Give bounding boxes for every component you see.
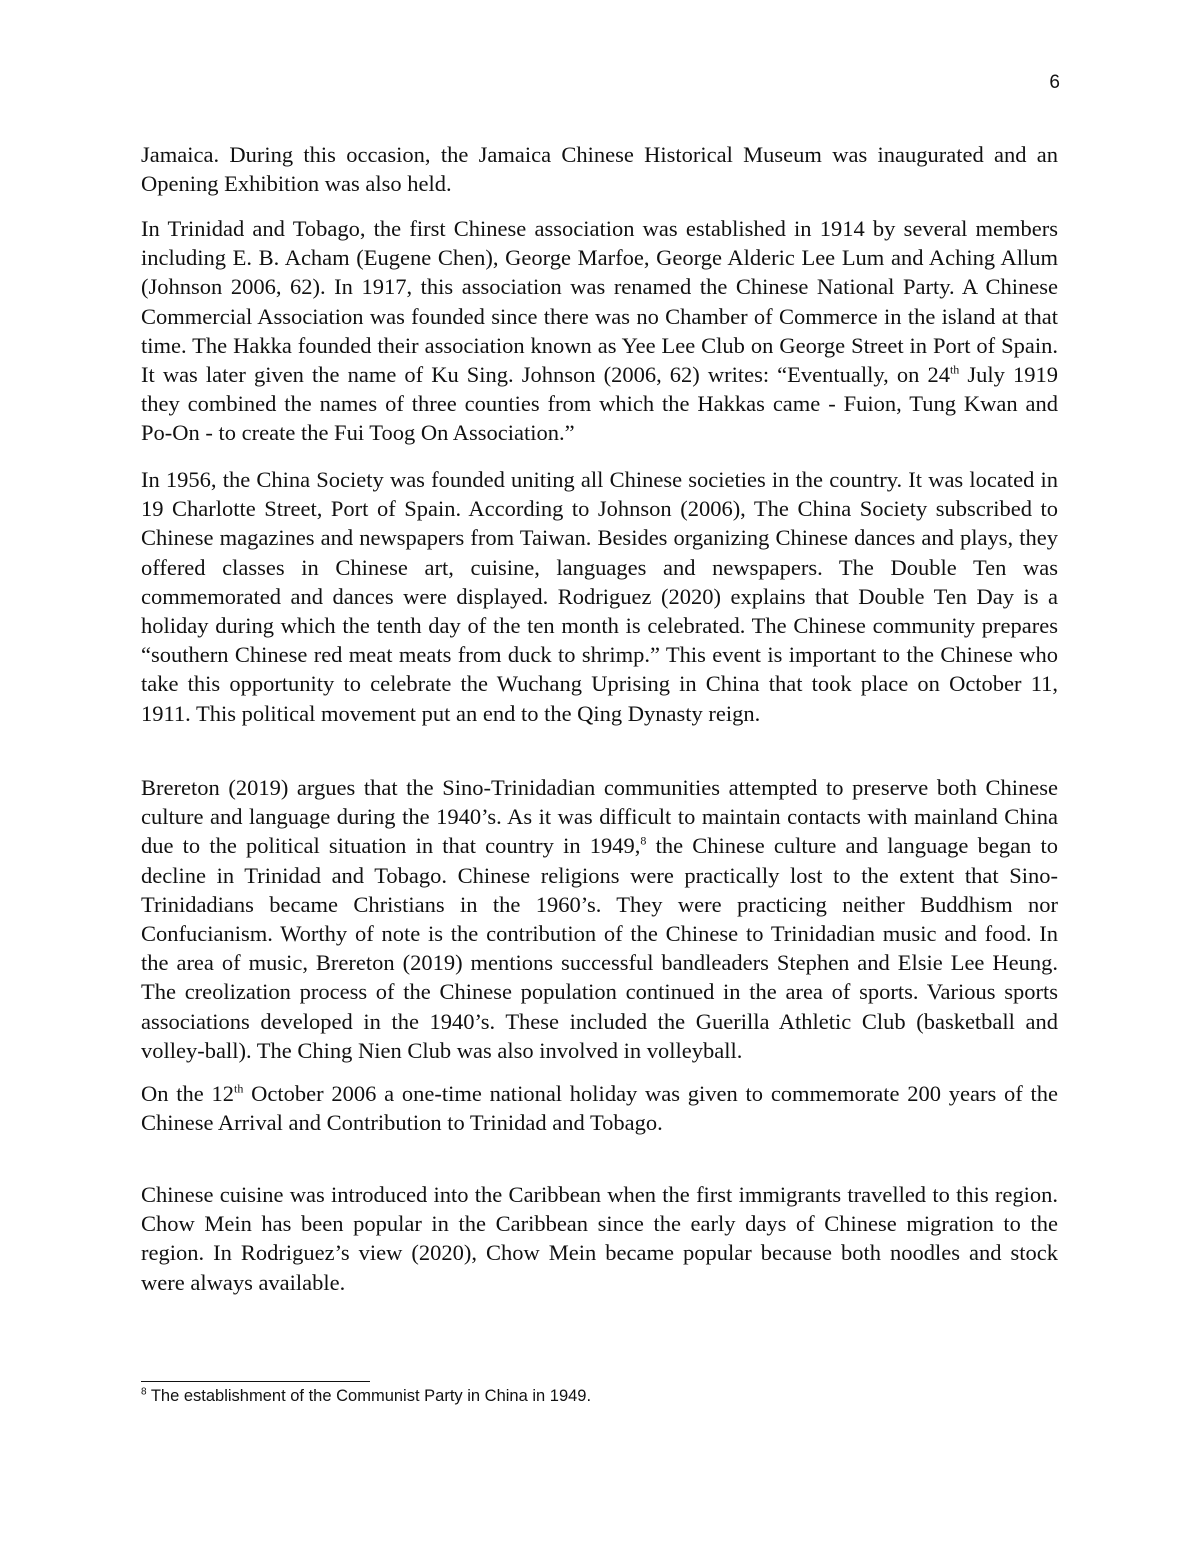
paragraph-text-part: the Chinese culture and language began to decline in Trinidad and Tobago. Chinese religions were practically lost to the extent that Sino-Trinidadians became Christians in the 1960’s. They were practicing neither Buddhism nor Confucianism. Worthy of note is the contribution of the Chinese to Trinidadian music and food. In the area of music, Brereton (2019) mentions successful bandleaders Stephen and Elsie Lee Heung. The creolization process of the Chinese population continued in the area of sports. Various sports associations developed in the 1940’s. These included the Guerilla Athletic Club (basketball and volley-ball). The Ching Nien Club was also involved in volleyball. bbox=[141, 833, 1058, 1063]
paragraph-text-part: On the 12 bbox=[141, 1081, 235, 1106]
paragraph-trinidad-association bbox=[141, 214, 1058, 448]
footnote-separator bbox=[141, 1381, 370, 1382]
paragraph-national-holiday bbox=[141, 1079, 1058, 1137]
paragraph-jamaica-museum bbox=[141, 140, 1058, 198]
paragraph-text-part: October 2006 a one-time national holiday was given to commemorate 200 years of the Chinese Arrival and Contribution to Trinidad and Tobago. bbox=[141, 1081, 1058, 1136]
footnote-reference[interactable]: 8 bbox=[640, 833, 647, 848]
paragraph-text-part: July 1919 they combined the names of three counties from which the Hakkas came - Fuion, Tung Kwan and Po-On - to create the Fui Toog On Association.” bbox=[141, 362, 1058, 446]
paragraph-text: Jamaica. During this occasion, the Jamaica Chinese Historical Museum was inaugurated and an Opening Exhibition was also held. bbox=[141, 142, 1058, 197]
paragraph-brereton bbox=[141, 773, 1058, 1065]
page-number: 6 bbox=[1049, 72, 1060, 93]
footnote-text: The establishment of the Communist Party in China in 1949. bbox=[146, 1387, 592, 1405]
footnote bbox=[141, 1384, 1058, 1408]
paragraph-chinese-cuisine bbox=[141, 1180, 1058, 1297]
superscript-ordinal: th bbox=[234, 1081, 244, 1096]
superscript-ordinal: th bbox=[949, 362, 960, 377]
paragraph-text-part: In Trinidad and Tobago, the first Chinese association was established in 1914 by several members including E. B. Acham (Eugene Chen), George Marfoe, George Alderic Lee Lum and Aching Allum (Johnson 2006, 62). In 1917, this association was renamed the Chinese National Party. A Chinese Commercial Association was founded since there was no Chamber of Commerce in the island at that time. The Hakka founded their association known as Yee Lee Club on George Street in Port of Spain. It was later given the name of Ku Sing. Johnson (2006, 62) writes: “Eventually, on 24 bbox=[141, 216, 1058, 388]
paragraph-china-society bbox=[141, 465, 1058, 728]
paragraph-text-part: Brereton (2019) argues that the Sino-Trinidadian communities attempted to preserve both Chinese culture and language during the 1940’s. As it was difficult to maintain contacts with mainland China due to the political situation in that country in 1949, bbox=[141, 775, 1058, 859]
footnote-marker: 8 bbox=[141, 1386, 147, 1398]
paragraph-text: Chinese cuisine was introduced into the Caribbean when the first immigrants travelled to this region. Chow Mein has been popular in the Caribbean since the early days of Chinese migration to the region. In Rodriguez’s view (2020), Chow Mein became popular because both noodles and stock were always available. bbox=[141, 1182, 1058, 1295]
paragraph-text: In 1956, the China Society was founded uniting all Chinese societies in the country. It was located in 19 Charlotte Street, Port of Spain. According to Johnson (2006), The China Society subscribed to Chinese magazines and newspapers from Taiwan. Besides organizing Chinese dances and plays, they offered classes in Chinese art, cuisine, languages and newspapers. The Double Ten was commemorated and dances were displayed. Rodriguez (2020) explains that Double Ten Day is a holiday during which the tenth day of the ten month is celebrated. The Chinese community prepares “southern Chinese red meat meats from duck to shrimp.” This event is important to the Chinese who take this opportunity to celebrate the Wuchang Uprising in China that took place on October 11, 1911. This political movement put an end to the Qing Dynasty reign. bbox=[141, 467, 1058, 726]
